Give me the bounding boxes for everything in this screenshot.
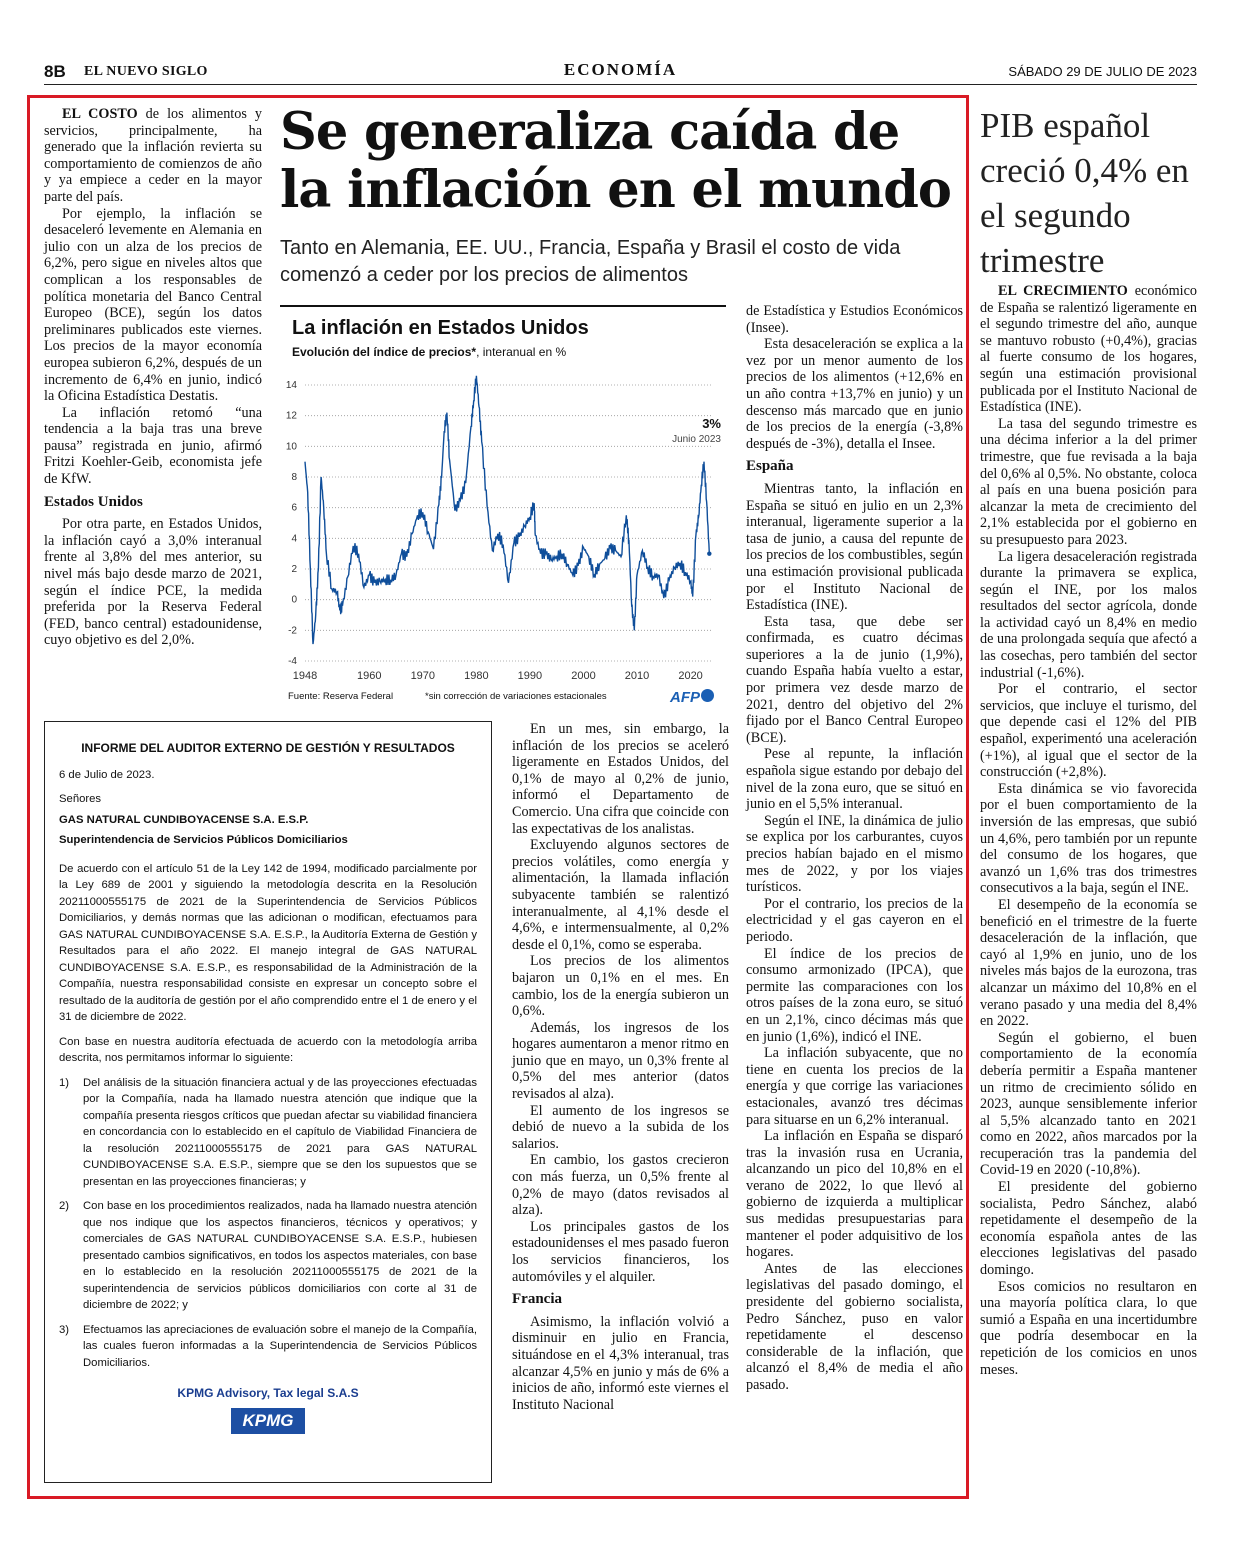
y-tick-label: -2 xyxy=(288,625,297,637)
annotation-label: Junio 2023 xyxy=(672,434,721,445)
x-tick-label: 2020 xyxy=(678,670,703,682)
lead-in: EL COSTO xyxy=(62,106,138,122)
audit-company: GAS NATURAL CUNDIBOYACENSE S.A. E.S.P. xyxy=(59,813,309,826)
y-tick-label: 12 xyxy=(285,410,297,422)
col3-paragraph: Asimismo, la inflación volvió a disminuir en julio en Francia, situándose en el 4,3% interanual, tras alcanzar 4,5% en junio y más de 6% a inicios de año, informó este viernes el Instituto Nacional xyxy=(512,1313,729,1413)
sidebar-paragraph: El presidente del gobierno socialista, Pedro Sánchez, alabó repetidamente el desempeño de la economía española antes de las elecciones legislativas del pasado domingo. xyxy=(980,1179,1197,1279)
col3-paragraph: En un mes, sin embargo, la inflación de los precios se aceleró ligeramente en Estados Unidos, del 0,1% de mayo al 0,2% de junio, informó el Departamento de Comercio. Una cifra que coincide con las expectativas de los analistas. xyxy=(512,721,729,837)
col3-paragraph: Los principales gastos de los estadounidenses el mes pasado fueron los servicios financieros, los automóviles y el alquiler. xyxy=(512,1218,729,1285)
col4-paragraph: Pese al repunte, la inflación española sigue estando por debajo del nivel de la zona euro, que se situó en junio en el 5,5% interanual. xyxy=(746,746,963,813)
lead-in: EL CRECIMIENTO xyxy=(998,283,1128,299)
x-tick-label: 1970 xyxy=(410,670,436,682)
sidebar-paragraph: La tasa del segundo trimestre es una décima inferior a la del primer trimestre, que fue revisada a la baja del 0,6% al 0,5%. No obstante, coloca al país en una buena posición para alcanzar la meta de crecimiento del 2,1% establecida por el gobierno en su presupuesto para 2023. xyxy=(980,415,1197,548)
sidebar-paragraph: El desempeño de la economía se benefició en el trimestre de la fuerte desaceleración de la inflación, que cayó al 1,9% en junio, uno de los niveles más bajos de la eurozona, tras alcanzar un máximo del 10,8% en el verano pasado y una media del 8,4% en 2022. xyxy=(980,896,1197,1030)
col1-paragraph: EL COSTO de los alimentos y servicios, principalmente, ha generado que la inflación revierta su comportamiento de comienzos de año y ya empiece a ceder en la mayor parte del país. xyxy=(44,106,262,205)
chart-subtitle-rest: , interanual en % xyxy=(476,345,567,359)
col3-paragraph: En cambio, los gastos crecieron con más fuerza, un 0,5% frente al 0,2% de mayo (datos revisados al alza). xyxy=(512,1152,729,1219)
audit-title: INFORME DEL AUDITOR EXTERNO DE GESTIÓN Y RESULTADOS xyxy=(81,741,455,755)
headline: Se generaliza caída de la inflación en el mundo xyxy=(280,102,951,220)
col4-paragraph: Antes de las elecciones legislativas del pasado domingo, el presidente del gobierno socialista, Pedro Sánchez, puso en valor repetidamente el descenso considerable de la inflación, que alcanzó el 8,4% de media el año pasado. xyxy=(746,1260,963,1393)
audit-items xyxy=(59,1075,477,1372)
article-column-4 xyxy=(746,303,963,1394)
col4-paragraph: Esta desaceleración se explica a la vez por un menor aumento de los precios de los alimentos (+12,6% en un año contra +13,7% en junio) y un descenso más marcado que en junio de los precios de la energía (-3,8% después de -3%), detalla el Insee. xyxy=(746,336,963,452)
x-tick-label: 1980 xyxy=(464,670,489,682)
audit-paragraph-2: Con base en nuestra auditoría efectuada de acuerdo con la metodología arriba descrita, nos permitamos informar lo siguiente: xyxy=(59,1035,477,1064)
kpmg-logo: KPMG xyxy=(231,1408,305,1434)
audit-item-number: 1) xyxy=(59,1076,70,1089)
y-tick-label: -4 xyxy=(288,656,297,667)
col1-paragraph: Por otra parte, en Estados Unidos, la inflación cayó a 3,0% interanual frente al 3,8% del mes anterior, su nivel más bajo desde marzo de 2021, según el índice PCE, la medida preferida por la Reserva Federal (FED, banco central) estadounidense, cuyo objetivo es del 2,0%. xyxy=(44,516,262,649)
masthead: EL NUEVO SIGLO xyxy=(84,64,208,79)
x-tick-label: 1948 xyxy=(292,670,318,682)
audit-signature: KPMG Advisory, Tax legal S.A.S xyxy=(177,1386,359,1400)
inflation-chart xyxy=(280,305,726,709)
audit-notice xyxy=(44,721,492,1483)
y-tick-label: 0 xyxy=(291,594,297,606)
col4-paragraph: La inflación subyacente, que no tiene en cuenta los precios de la energía y que corrige las variaciones estacionales, avanzó tres décimas para situarse en un 6,2% interanual. xyxy=(746,1045,963,1128)
deck: Tanto en Alemania, EE. UU., Francia, España y Brasil el costo de vida comenzó a ceder por los precios de alimentos xyxy=(280,237,901,286)
sidebar-title: PIB español creció 0,4% en el segundo trimestre xyxy=(980,106,1189,280)
audit-entity: Superintendencia de Servicios Públicos Domiciliarios xyxy=(59,834,348,846)
article-column-3 xyxy=(512,721,729,1413)
page-header xyxy=(44,58,1197,85)
y-tick-label: 8 xyxy=(291,472,297,483)
page-number: 8B xyxy=(44,62,66,81)
sidebar-paragraph: EL CRECIMIENTO económico de España se ralentizó ligeramente en el segundo trimestre del año, aunque se mantuvo robusto (+0,4%), gracias al fuerte consumo de los hogares, según una estimación provisional publicada por el Instituto Nacional de Estadística (INE). xyxy=(980,283,1197,416)
y-tick-label: 6 xyxy=(291,502,297,514)
audit-item-number: 3) xyxy=(59,1323,70,1336)
col4-paragraph: Mientras tanto, la inflación en España se situó en julio en un 2,3% interanual, ligeramente superior a la tasa de junio, a causa del repunte de los precios de los combustibles, según una estimación provisional publicada por el Instituto Nacional de Estadística (INE). xyxy=(746,480,963,614)
afp-logo-text: AFP xyxy=(670,689,700,706)
last-point xyxy=(707,551,711,555)
col4-paragraph: La inflación en España se disparó tras la invasión rusa en Ucrania, alcanzando un pico del 10,8% en el verano de 2022, lo que llevó al gobierno de izquierda a multiplicar sus medidas presupuestarias para mantener el poder adquisitivo de los hogares. xyxy=(746,1128,963,1261)
chart-subtitle-bold: Evolución del índice de precios* xyxy=(292,345,477,359)
col4-paragraph: Según el INE, la dinámica de julio se explica por los carburantes, cuyos precios habían bajado en el mismo mes de 2022, y por los viajes turísticos. xyxy=(746,812,963,896)
col1-paragraph: La inflación retomó “una tendencia a la baja tras una breve pausa” registrada en junio, afirmó Fritzi Koehler-Geib, economista jefe de KfW. xyxy=(44,404,262,488)
y-tick-label: 4 xyxy=(291,533,297,545)
col4-paragraph: Por el contrario, los precios de la electricidad y el gas cayeron en el periodo. xyxy=(746,895,963,945)
afp-logo xyxy=(670,687,714,706)
col3-paragraph: Los precios de los alimentos bajaron un 0,1% en el mes. En cambio, los de la energía subieron un 0,6%. xyxy=(512,953,729,1020)
y-tick-label: 14 xyxy=(285,380,297,391)
audit-item: 2) Con base en los procedimientos realizados, nada ha llamado nuestra atención que nos indique que los aspectos financieros, técnicos y operativos; y comerciales de GAS NATURAL CUNDIBOYACENSE S.A. E.S.P., hubiesen presentado cambios significativos, en todos los aspectos materiales, con base en lo establecido en la resolución 20211000555175 de 2021 de la superintendencia de servicios públicos domiciliarios con corte al 31 de diciembre de 2022; y xyxy=(59,1200,477,1311)
article-column-1 xyxy=(44,106,262,649)
y-tick-label: 10 xyxy=(285,441,297,453)
sidebar-paragraph: La ligera desaceleración registrada durante la primavera se explica, según el INE, por los malos resultados del sector agrícola, donde la actividad cayó un 8,4% en medio de una prolongada sequía que afectó a las cosechas, pero también del sector industrial (-1,6%). xyxy=(980,548,1197,681)
col3-paragraph: Además, los ingresos de los hogares aumentaron a menor ritmo en junio que en mayo, un 0,3% frente al 0,5% del mes anterior (datos revisados al alza). xyxy=(512,1019,729,1103)
chart-subtitle xyxy=(292,345,566,359)
col4-paragraph: Esta tasa, que debe ser confirmada, es cuatro décimas superiores a la de junio (1,9%), cuando España había vuelto a estar, por primera vez desde marzo de 2021, dentro del objetivo del 2% fijado por el Banco Central Europeo (BCE). xyxy=(746,613,963,746)
col1-paragraph: Por ejemplo, la inflación se desaceleró levemente en Alemania en julio con un alza de los precios de 6,2%, pero sigue en niveles altos que complican a los responsables de política monetaria del Banco Central Europeo (BCE), según los datos preliminares publicados este viernes. Los precios de la mayor economía europea subieron 6,2%, después de un incremento de 6,4% en junio, indicó la Oficina Estadística Destatis. xyxy=(44,205,262,405)
audit-paragraph-1: De acuerdo con el artículo 51 de la Ley 142 de 1994, modificado parcialmente por la Ley 689 de 2001 y siguiendo la metodología descrita en la Resolución 20211000555175 de 2021 de la Superintendencia de Servicios Públicos Domiciliarios, y demás normas que las adicionan o modifican, efectuamos para GAS NATURAL CUNDIBOYACENSE S.A. E.S.P., la Auditoría Externa de Gestión y Resultados para el año 2022. El manejo integral de GAS NATURAL CUNDIBOYACENSE S.A. E.S.P., es responsabilidad de la Administración de la Compañía, nuestra responsabilidad consiste en expresar un concepto sobre el resultado de la auditoría de gestión por el año comprendido entre el 1 de enero y el 31 de diciembre de 2022. xyxy=(59,862,477,1023)
col4-paragraph: de Estadística y Estudios Económicos (Insee). xyxy=(746,303,963,336)
x-tick-label: 1990 xyxy=(517,670,543,682)
sidebar-paragraph: Por el contrario, el sector servicios, que incluye el turismo, del que depende casi el 12% del PIB español, experimentó una aceleración (+1%), al igual que el sector de la construcción (+2,8%). xyxy=(980,681,1197,781)
col3-subhead: Francia xyxy=(512,1291,562,1308)
sidebar-column xyxy=(980,283,1197,1378)
chart-source: Fuente: Reserva Federal xyxy=(288,691,394,702)
col3-paragraph: El aumento de los ingresos se debió de nuevo a la subida de los salarios. xyxy=(512,1102,729,1152)
col3-paragraph: Excluyendo algunos sectores de precios volátiles, como energía y alimentación, la llamada inflación subyacente también se ralentizó interanualmente, al 4,1% desde el 4,6%, e intermensualmente, al 0,2% desde el 0,1%, como se esperaba. xyxy=(512,837,729,953)
chart-title: La inflación en Estados Unidos xyxy=(292,317,589,339)
audit-item-number: 2) xyxy=(59,1200,70,1212)
y-tick-label: 2 xyxy=(291,564,297,575)
sidebar-paragraph: Esos comicios no resultaron en una mayoría política clara, lo que sumió a España en una incertidumbre que podría desembocar en la repetición de los comicios en unos meses. xyxy=(980,1278,1197,1378)
audit-date: 6 de Julio de 2023. xyxy=(59,768,155,781)
col4-paragraph: El índice de los precios de consumo armonizado (IPCA), que permite las comparaciones con los otros países de la zona euro, se situó en un 2,1%, cinco décimas más que en junio (1,6%), indicó el INE. xyxy=(746,945,963,1045)
afp-logo-dot xyxy=(701,689,714,702)
annotation-value: 3% xyxy=(702,416,721,431)
x-tick-label: 2010 xyxy=(624,670,650,682)
x-tick-label: 2000 xyxy=(571,670,596,682)
col1-subhead: Estados Unidos xyxy=(44,493,143,510)
chart-plot xyxy=(280,365,726,687)
x-tick-label: 1960 xyxy=(357,670,382,682)
sidebar-paragraph: Según el gobierno, el buen comportamiento de la economía debería permitir a España mantener un ritmo de crecimiento sólido en 2023, aunque sensiblemente inferior al 5,5% alcanzado tanto en 2021 como en 2022, años marcados por la recuperación tras la pandemia del Covid-19 en 2020 (-10,8%). xyxy=(980,1029,1197,1179)
audit-item: 3) Efectuamos las apreciaciones de evaluación sobre el manejo de la Compañía, las cuales fueron informadas a la Superintendencia de Servicios Públicos Domiciliarios. xyxy=(59,1323,477,1369)
audit-salutation: Señores xyxy=(59,793,102,805)
chart-note: *sin corrección de variaciones estacionales xyxy=(425,691,607,702)
col4-subhead: España xyxy=(746,458,794,475)
audit-item: 1) Del análisis de la situación financiera actual y de las proyecciones efectuadas por la Compañía, nada ha llamado nuestra atención que indique que la compañía presenta riesgos críticos que puedan afectar su viabilidad financiera en concordancia con lo establecido en el capítulo de Viabilidad Financiera de la resolución 20211000555175 de 2021 para GAS NATURAL CUNDIBOYACENSE S.A. E.S.P., siempre que se den los supuestos que se presentan en las proyecciones financieras; y xyxy=(59,1076,477,1188)
section-name: ECONOMÍA xyxy=(563,60,678,79)
sidebar-paragraph: Esta dinámica se vio favorecida por el buen comportamiento de la inversión de las empresas, que subió un 4,6%, pero también por un repunte del consumo de los hogares, que avanzó un 1,6% tras dos trimestres consecutivos a la baja, según el INE. xyxy=(980,780,1197,897)
issue-date: SÁBADO 29 DE JULIO DE 2023 xyxy=(1008,64,1197,79)
